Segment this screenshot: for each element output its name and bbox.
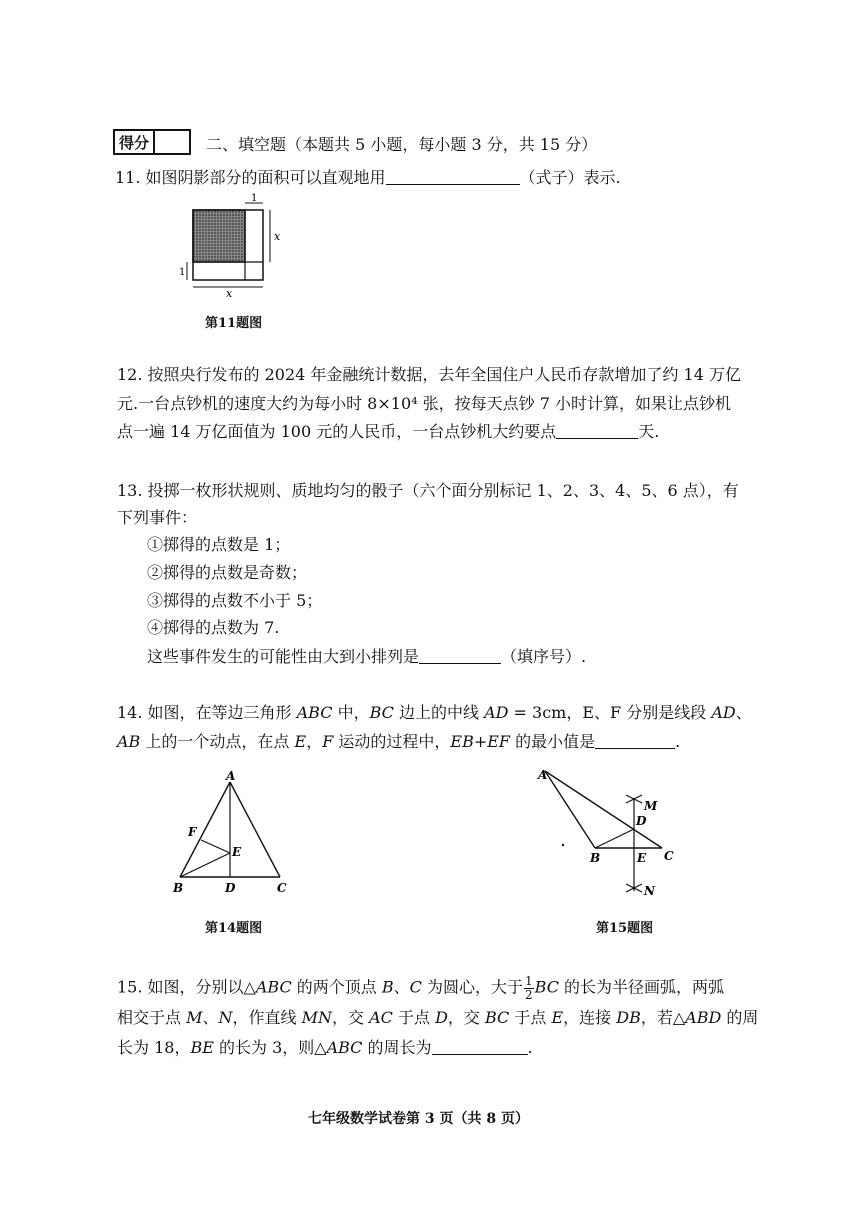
q12-answer-blank[interactable] — [556, 424, 638, 439]
q13-item-3: ③掷得的点数不小于 5； — [147, 591, 323, 610]
q11-label-1-left: 1 — [179, 267, 186, 278]
q14-label-D: D — [225, 881, 236, 895]
q15-label-M: M — [644, 799, 658, 813]
score-box — [113, 129, 191, 155]
q11-label-x-right: x — [274, 230, 281, 243]
q14-line1: 14. 如图，在等边三角形 ABC 中，BC 边上的中线 AD = 3cm，E、F 分别是线段 AD、 — [117, 703, 752, 722]
q13-answer-blank[interactable] — [419, 649, 501, 664]
q14-label-E: E — [232, 845, 242, 859]
q15-label-B: B — [590, 851, 601, 865]
q14-answer-blank[interactable] — [595, 734, 675, 749]
q15-label-C: C — [664, 849, 674, 863]
q14-figure — [165, 770, 300, 900]
q11-label-1: 1 — [251, 193, 258, 204]
q11-caption: 第11题图 — [205, 316, 263, 331]
q12-line1: 12. 按照央行发布的 2024 年金融统计数据，去年全国住户人民币存款增加了约 14 万亿 — [117, 365, 741, 384]
q14-caption: 第14题图 — [205, 921, 263, 936]
q15-caption: 第15题图 — [596, 921, 654, 936]
q15-label-D: D — [636, 814, 647, 828]
q15-label-E: E — [637, 851, 647, 865]
q11-shaded-square — [193, 210, 245, 262]
page-footer: 七年级数学试卷第 3 页（共 8 页） — [308, 1111, 529, 1127]
q13-item-4: ④掷得的点数为 7. — [147, 618, 280, 637]
q12-line2: 元.一台点钞机的速度大约为每小时 8×10⁴ 张，按每天点钞 7 小时计算，如果让点钞机 — [117, 394, 731, 413]
q11-text: 11. 如图阴影部分的面积可以直观地用 （式子）表示. — [115, 168, 621, 187]
score-label: 得分 — [115, 131, 155, 153]
q14-label-B: B — [173, 881, 184, 895]
q15-label-N: N — [644, 884, 655, 898]
q14-line2: AB 上的一个动点，在点 E，F 运动的过程中，EB+EF 的最小值是 . — [117, 732, 681, 751]
section-title: 二、填空题（本题共 5 小题，每小题 3 分，共 15 分） — [206, 135, 598, 154]
q14-label-A: A — [226, 770, 236, 783]
q12-line3: 点一遍 14 万亿面值为 100 元的人民币，一台点钞机大约要点 天. — [117, 422, 660, 441]
q11-answer-blank[interactable] — [386, 170, 520, 185]
q14-label-F: F — [188, 825, 197, 839]
q11-figure — [178, 193, 288, 298]
q15-figure — [530, 763, 690, 908]
q15-answer-blank[interactable] — [432, 1040, 528, 1055]
q11-label-x-bottom: x — [226, 287, 233, 298]
q15-line2: 相交于点 M、N，作直线 MN，交 AC 于点 D，交 BC 于点 E，连接 DB，若△ABD 的周 — [117, 1008, 759, 1027]
q15-fraction: $\frac{1}{2}$ — [525, 974, 533, 1002]
score-blank — [155, 131, 189, 153]
q13-line2: 下列事件： — [117, 508, 198, 527]
q15-label-A: A — [538, 768, 548, 782]
q15-line3: 长为 18，BE 的长为 3，则△ABC 的周长为 . — [117, 1038, 533, 1057]
q13-last-line: 这些事件发生的可能性由大到小排列是 （填序号）. — [147, 647, 587, 666]
q13-line1: 13. 投掷一枚形状规则、质地均匀的骰子（六个面分别标记 1、2、3、4、5、6 点），有 — [117, 481, 739, 500]
q15-line1: 15. 如图，分别以△ABC 的两个顶点 B、C 为圆心，大于 $\frac{1}{2}$ BC 的长为半径画弧，两弧 — [117, 974, 725, 1002]
q14-label-C: C — [277, 881, 287, 895]
q13-item-1: ①掷得的点数是 1； — [147, 535, 291, 554]
q13-item-2: ②掷得的点数是奇数； — [147, 563, 308, 582]
